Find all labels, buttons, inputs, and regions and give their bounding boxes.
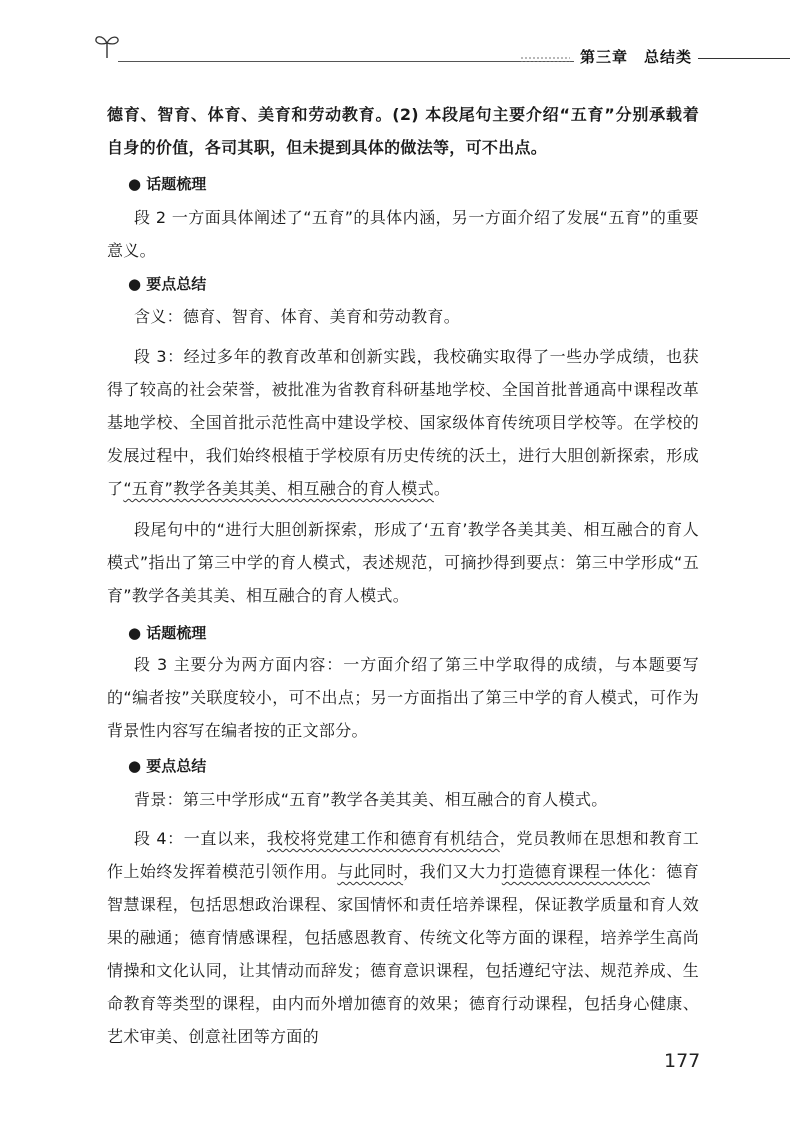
paragraph-8 bbox=[107, 822, 699, 1053]
paragraph-6: 段 3 主要分为两方面内容：一方面介绍了第三中学取得的成绩，与本题要写的“编者按”关联度较小，可不出点；另一方面指出了第三中学的育人模式，可作为背景性内容写在编者按的正文部分。 bbox=[107, 655, 699, 740]
paragraph-3: 含义：德育、智育、体育、美育和劳动教育。 bbox=[134, 307, 461, 326]
p8-wavy-1: 我校将党建工作和德育有机结合 bbox=[266, 829, 500, 848]
p8-text-d: ：德育智慧课程，包括思想政治课程、家国情怀和责任培养课程，保证教学质量和育人效果的融通；德育情感课程，包括感恩教育、传统文化等方面的课程，培养学生高尚情操和文化认同，让其情动而辞发；德育意识课程，包括遵纪守法、规范养成、生命教育等类型的课程，由内而外增加德育的效果；德育行动课程，包括身心健康、艺术审美、创意社团等方面的 bbox=[107, 862, 699, 1046]
bullet-topic-1: ● 话题梳理 bbox=[128, 175, 207, 193]
chapter-title bbox=[580, 46, 692, 67]
p4-text-b: 。 bbox=[433, 479, 451, 498]
p8-wavy-3: 打造德育课程一体化 bbox=[501, 862, 650, 881]
section-label: 总结类 bbox=[644, 48, 693, 66]
bullet-topic-2: ● 话题梳理 bbox=[128, 624, 207, 642]
p8-text-c: ，我们又大力 bbox=[403, 862, 502, 881]
header-rule-left bbox=[118, 61, 574, 62]
bullet-summary-1: ● 要点总结 bbox=[128, 275, 207, 293]
paragraph-7: 背景：第三中学形成“五育”教学各美其美、相互融合的育人模式。 bbox=[134, 790, 608, 809]
paragraph-4 bbox=[107, 340, 699, 505]
sprout-icon bbox=[92, 30, 122, 60]
p8-text-a: 段 4：一直以来， bbox=[134, 829, 267, 848]
p8-wavy-2: 与此同时 bbox=[337, 862, 404, 881]
page-header bbox=[0, 0, 800, 80]
p8-text-b: ，党员教师在思想和教育工作上始终发挥着模范引领作用。 bbox=[107, 829, 699, 881]
paragraph-1: 德育、智育、体育、美育和劳动教育。(2) 本段尾句主要介绍“五育”分别承载着自身的价值，各司其职，但未提到具体的做法等，可不出点。 bbox=[107, 105, 699, 157]
paragraph-2: 段 2 一方面具体阐述了“五育”的具体内涵，另一方面介绍了发展“五育”的重要意义。 bbox=[107, 208, 699, 260]
paragraph-5: 段尾句中的“进行大胆创新探索，形成了‘五育’教学各美其美、相互融合的育人模式”指出了第三中学的育人模式，表述规范，可摘抄得到要点：第三中学形成“五育”教学各美其美、相互融合的育人模式。 bbox=[107, 520, 699, 605]
p4-text-a: 段 3：经过多年的教育改革和创新实践，我校确实取得了一些办学成绩，也获得了较高的社会荣誉，被批准为省教育科研基地学校、全国首批普通高中课程改革基地学校、全国首批示范性高中建设学校、国家级体育传统项目学校等。在学校的发展过程中，我们始终根植于学校原有历史传统的沃土，进行大胆创新探索，形成了 bbox=[107, 347, 699, 498]
chapter-label: 第三章 bbox=[580, 48, 629, 66]
bullet-summary-2: ● 要点总结 bbox=[128, 757, 207, 775]
header-rule-right bbox=[698, 58, 790, 59]
p4-wavy-highlight: “五育”教学各美其美、相互融合的育人模式 bbox=[123, 479, 434, 498]
header-rule-dots bbox=[520, 56, 570, 62]
page-number: 177 bbox=[664, 1050, 701, 1072]
